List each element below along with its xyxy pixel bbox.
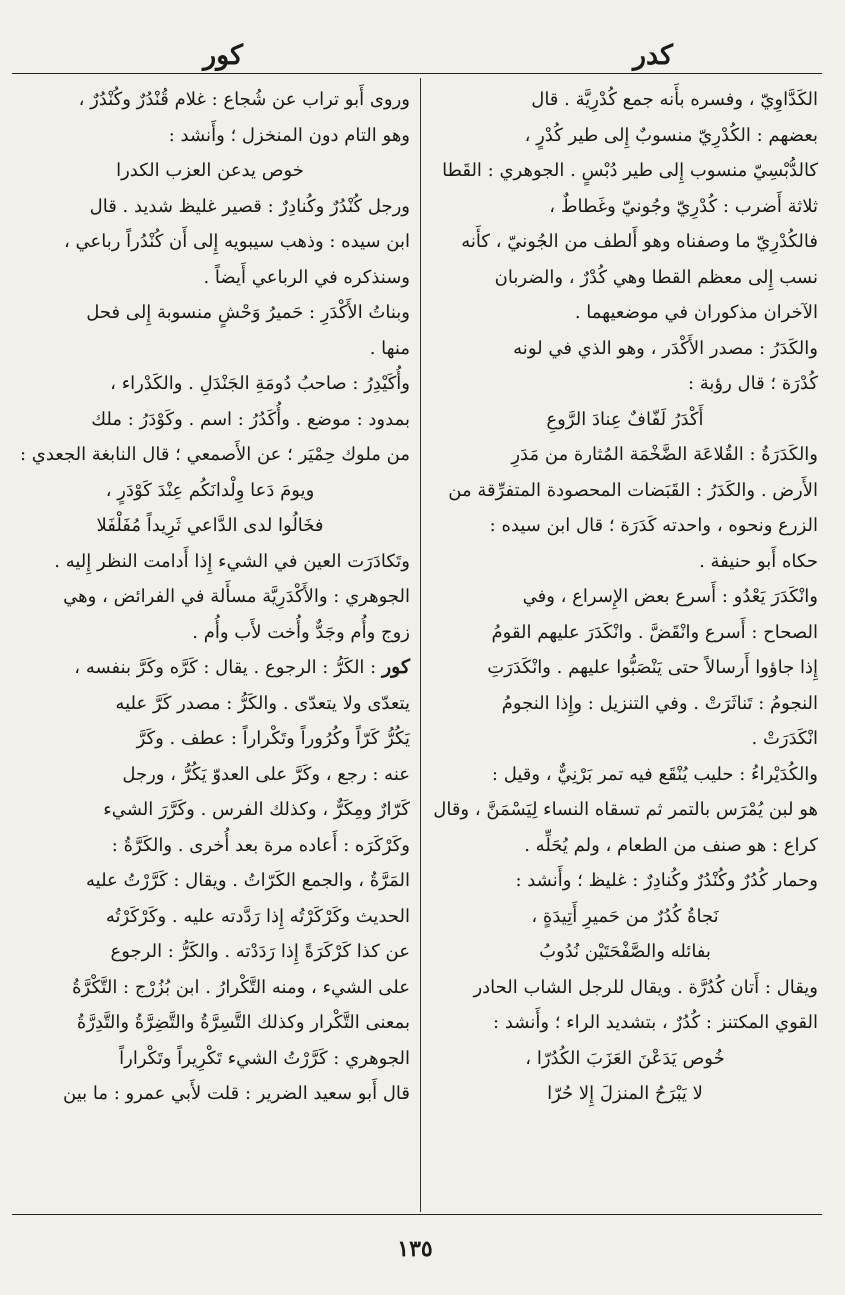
running-head-right: كدر <box>632 40 674 71</box>
bottom-rule <box>12 1214 822 1215</box>
text-line: وأُكَيْدِرُ : صاحبُ دُومَةِ الجَنْدَلِ . والكَدْراء ، <box>110 373 410 394</box>
text-line: بمدود : موضع . وأُكَدُرُ : اسم . وكَوْدَرُ : ملك <box>91 408 410 430</box>
text-line: وتَكادَرَت العين في الشيء إِذا أَدامت النظر إِليه . <box>54 550 410 572</box>
text-line: وروى أَبو تراب عن شُجاع : غلام قُنْدُرٌ وكُنْدُرٌ ، <box>78 89 410 110</box>
text-line: والكَدَرُ : مصدر الأَكْدَر ، وهو الذي في لونه <box>513 337 818 359</box>
text-line: المَرَّةُ ، والجمع الكَرّاتُ . ويقال : كَرَّرْتُ عليه <box>86 870 410 891</box>
top-rule <box>12 73 822 74</box>
text-line: وكَرْكَرَه : أَعاده مرة بعد أُخرى . والكَرَّةُ : <box>111 834 410 856</box>
text-line: ويقال : أَتان كُدُرَّة . ويقال للرجل الشاب الحادر <box>473 976 818 998</box>
text-line: ثلاثة أَضرب : كُدْرِيّ وجُونيّ وغَطاطٌ ، <box>549 195 818 217</box>
text-line: الحديث وكَرْكَرْتُه إِذا رَدَّدته عليه . وكَرْكَرْتُه <box>105 905 410 927</box>
verse-line: فخَالُوا لدى الدَّاعي ثَرِيداً مُفَلْفَلا <box>96 515 324 536</box>
text-line: من ملوك حِمْيَر ؛ عن الأَصمعي ؛ قال النابغة الجعدي : <box>19 444 410 465</box>
verse-line: أَكْدَرُ لَفّافٌ عِنادَ الرَّوعِ <box>546 408 704 430</box>
verse-line: ويومَ دَعا وِلْدانَكُم عِنْدَ كَوْدَرٍ ، <box>105 479 315 501</box>
text-line: قال أَبو سعيد الضرير : قلت لأَبي عمرو : ما بين <box>63 1083 410 1104</box>
verse-line: خوص يدعن العزب الكدرا <box>116 160 304 181</box>
text-line: كالدُّبْسِيّ منسوب إِلى طير دُبْسٍ . الجوهري : القَطا <box>442 160 818 181</box>
left-column <box>10 82 410 1112</box>
page-number: ١٣٥ <box>397 1236 433 1262</box>
verse-line: خُوص يَدَعْنَ العَزَبَ الكُدُرّا ، <box>525 1047 725 1069</box>
text-line: عن كذا كَرْكَرَةً إِذا رَدَدْته . والكَرُّ : الرجوع <box>110 941 410 962</box>
text-line: الصحاح : أَسرع وانْقَضَّ . وانْكَدَرَ عليهم القومُ <box>491 621 818 643</box>
text-line: وهو التام دون المنخزل ؛ وأَنشد : <box>168 124 410 146</box>
verse-line: نَجاةُ كُدُرٌ من حَميرِ أَتِيدَةٍ ، <box>531 905 719 927</box>
text-line: الأَرض . والكَدَرُ : القَبَضات المحصودة المتفرِّقة من <box>448 479 818 501</box>
text-line: عنه : رجع ، وكَرَّ على العدوّ يَكُرُّ ، ورجل <box>122 763 410 785</box>
text-line: ورجل كُنْدُرٌ وكُنادِرٌ : قصير غليظ شديد . قال <box>89 195 410 217</box>
text-line: نسب إِلى معظم القطا وهي كُدْرٌ ، والضربان <box>494 266 818 288</box>
text-line: وسنذكره في الرباعي أَيضاً . <box>203 266 410 288</box>
text-line: النجومُ : تَناثَرَتْ . وفي التنزيل : وإِذا النجومُ <box>501 692 818 714</box>
text-line: والكَدَرَةُ : القُلاعَة الضَّخْمَة المُثارة من مَدَرِ <box>511 444 818 465</box>
text-line: الكَدَّاوِيّ ، وفسره بأَنه جمع كُدْرِيَّة . قال <box>531 89 818 110</box>
text-line: زوج وأُم وجَدٌّ وأُخت لأَب وأُم . <box>192 621 410 643</box>
text-line: حكاه أَبو حنيفة . <box>699 550 818 572</box>
text-line: ابن سيده : وذهب سيبويه إِلى أَن كُنْدُراً رباعي ، <box>63 231 410 252</box>
text-line: والكُدَيْراءُ : حليب يُنْقَع فيه تمر بَرْنِيٌّ ، وقيل : <box>491 763 818 785</box>
text-line: يَكُرُّ كَرّاً وكُرُوراً وتَكْراراً : عطف . وكَرَّ <box>136 728 410 749</box>
text-line: الزرع ونحوه ، واحدته كَدَرَة ؛ قال ابن سيده : <box>489 515 818 536</box>
text-line: الآخران مذكوران في موضعيهما . <box>574 302 818 323</box>
verse-line: لا يَبْرَحُ المنزلَ إِلا حُرّا <box>547 1083 703 1104</box>
text-line: على الشيء ، ومنه التَّكْرارُ . ابن بُزُرْج : التَّكْرَّةُ <box>72 976 410 998</box>
text-line: القوي المكتنز : كُدُرٌ ، بتشديد الراء ؛ وأَنشد : <box>493 1012 818 1033</box>
text-line: فالكُدْرِيّ ما وصفناه وهو أَلطف من الجُونيّ ، كأَنه <box>461 231 818 252</box>
verse-line: بفائله والصَّفْحَتَيْن نُدُوبُ <box>539 941 711 962</box>
right-column <box>432 82 818 1112</box>
text-line: وانْكَدَرَ يَعْدُو : أَسرع بعض الإِسراع ، وفي <box>522 586 818 607</box>
text-line: بعضهم : الكُدْرِيّ منسوبٌ إِلى طير كُدْرٍ ، <box>524 124 818 146</box>
text-line: الجوهري : والأَكْدَرِيَّة مسأَلة في الفرائض ، وهي <box>63 586 410 607</box>
text-line: هو لبن يُمْرَس بالتمر ثم تسقاه النساء لِيَسْمَنَّ ، وقال <box>433 799 818 820</box>
text-line: كُدْرَة ؛ قال رؤبة : <box>687 373 818 394</box>
text-line: كراع : هو صنف من الطعام ، ولم يُحَلِّه . <box>524 834 818 856</box>
entry-first-line <box>10 650 410 686</box>
text-line: وبناتُ الأَكْدَرِ : حَميرُ وَحْشٍ منسوبة إِلى فحل <box>86 302 410 323</box>
running-head-left: كور <box>203 40 243 71</box>
text-line: إِذا جاؤوا أَرسالاً حتى يَنْصَبُّوا عليهم . وانْكَدَرَتِ <box>487 657 818 678</box>
column-divider <box>420 78 421 1212</box>
text-line: وحمار كُدُرٌ وكُنْدُرٌ وكُنادِرٌ : غليظ ؛ وأَنشد : <box>515 870 818 891</box>
text-line: منها . <box>369 337 410 359</box>
entry-text: : الكَرُّ : الرجوع . يقال : كَرَّه وكَرَّ بنفسه ، <box>74 657 382 678</box>
text-line: انْكَدَرَتْ . <box>751 728 818 749</box>
text-line: كَرّارٌ ومِكَرٌّ ، وكذلك الفرس . وكَرَّرَ الشيء <box>103 799 410 820</box>
text-line: بمعنى التَّكْرار وكذلك التَّسِرَّةُ والتَّضِرَّةُ والتَّدِرَّةُ <box>76 1012 410 1033</box>
text-line: الجوهري : كَرَّرْتُ الشيء تَكْرِيراً وتَكْراراً <box>119 1047 410 1069</box>
text-line: يتعدّى ولا يتعدّى . والكَرُّ : مصدر كَرَّ عليه <box>115 692 410 714</box>
entry-headword: كور <box>381 656 410 678</box>
